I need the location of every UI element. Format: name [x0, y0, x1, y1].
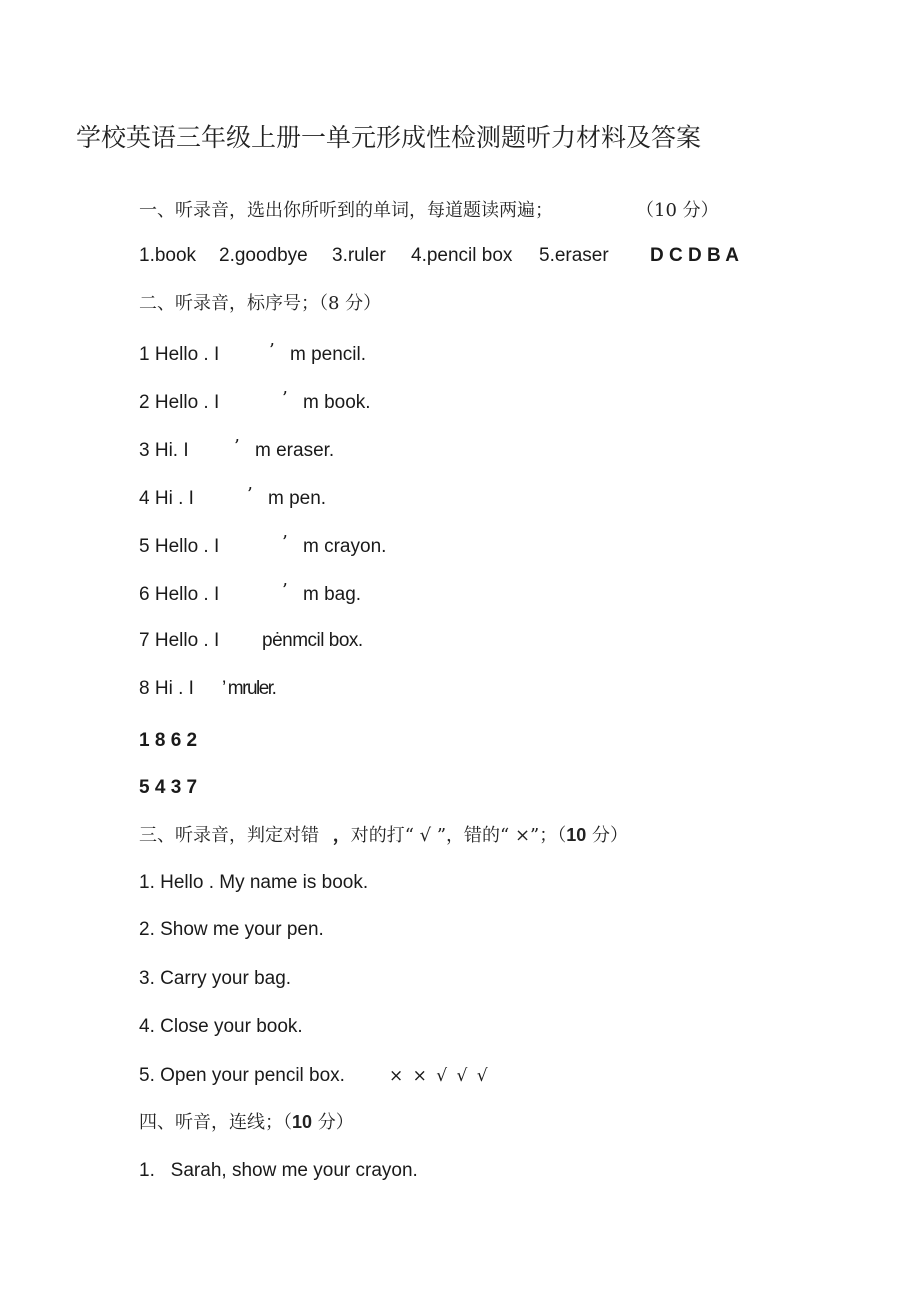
section2-line-3	[139, 440, 189, 462]
section3-answer: × × √ √ √	[389, 1066, 490, 1086]
line-suffix: m eraser.	[255, 440, 335, 461]
line-prefix: 5 Hello . I	[139, 536, 220, 557]
line-suffix: m pen.	[268, 488, 327, 509]
section1-word-4: 4.pencil box	[411, 245, 513, 266]
section1-score	[636, 196, 719, 222]
section2-answer-row-2: 5 4 3 7	[139, 777, 198, 798]
section3-line-3: 3. Carry your bag.	[139, 968, 292, 989]
section4-score: 10	[292, 1112, 313, 1132]
section2-line-2	[139, 392, 219, 414]
line-prefix: 3 Hi. I	[139, 440, 189, 461]
apostrophe: ’	[282, 388, 288, 409]
section1-answer: D C D B A	[650, 245, 740, 266]
section4-heading-text: 四、听音，连线；（	[139, 1112, 292, 1133]
section3-line-1: 1. Hello . My name is book.	[139, 872, 369, 893]
line-suffix: ’ mruler.	[222, 678, 276, 699]
line-prefix: 8 Hi . I	[139, 678, 194, 699]
page-title: 学校英语三年级上册一单元形成性检测题听力材料及答案	[76, 123, 702, 152]
section4-heading	[139, 1108, 354, 1134]
section1-heading	[139, 196, 553, 222]
section3-line-5: 5. Open your pencil box.	[139, 1065, 345, 1086]
line-suffix: m bag.	[303, 584, 362, 605]
line-prefix: 2 Hello . I	[139, 392, 220, 413]
section3-heading-comma: ，	[332, 825, 351, 845]
line-suffix: pėnmcil box.	[262, 630, 363, 651]
section3-score: 10	[566, 825, 587, 845]
section2-line-1	[139, 344, 219, 366]
section1-word-5: 5.eraser	[539, 245, 609, 266]
section4-heading-text-2: 分）	[312, 1112, 354, 1133]
section3-heading-text: 三、听录音，判定对错	[139, 825, 319, 846]
line-suffix: m pencil.	[290, 344, 367, 365]
section1-word-1: 1.book	[139, 245, 197, 266]
line-suffix: m crayon.	[303, 536, 387, 557]
section2-answer-row-1: 1 8 6 2	[139, 730, 198, 751]
section1-score-text: （10 分）	[636, 200, 719, 221]
section2-line-5	[139, 536, 219, 558]
section2-line-6	[139, 584, 219, 606]
section1-word-2: 2.goodbye	[219, 245, 308, 266]
section2-line-4	[139, 488, 194, 510]
section3-heading-text-2: 对的打“ √ ”，错的“ ×”；（	[350, 825, 567, 846]
section2-line-7	[139, 630, 219, 652]
apostrophe: ’	[282, 532, 288, 553]
section2-line-8	[139, 678, 194, 700]
section1-heading-text: 一、听录音，选出你所听到的单词，每道题读两遍；	[139, 200, 553, 221]
apostrophe: ’	[234, 436, 240, 457]
line-suffix: m book.	[303, 392, 371, 413]
section1-word-3: 3.ruler	[332, 245, 386, 266]
line-prefix: 6 Hello . I	[139, 584, 220, 605]
section3-line-2: 2. Show me your pen.	[139, 919, 324, 940]
apostrophe: ’	[282, 580, 288, 601]
section2-heading: 二、听录音，标序号；（8 分）	[139, 293, 382, 314]
line-prefix: 1 Hello . I	[139, 344, 220, 365]
apostrophe: ’	[247, 484, 253, 505]
section3-heading-text-3: 分）	[586, 825, 629, 846]
section3-line-4: 4. Close your book.	[139, 1016, 303, 1037]
apostrophe: ’	[269, 340, 275, 361]
section3-heading	[139, 821, 628, 847]
line-prefix: 7 Hello . I	[139, 630, 220, 651]
section4-line-1: 1. Sarah, show me your crayon.	[139, 1160, 418, 1181]
line-prefix: 4 Hi . I	[139, 488, 194, 509]
